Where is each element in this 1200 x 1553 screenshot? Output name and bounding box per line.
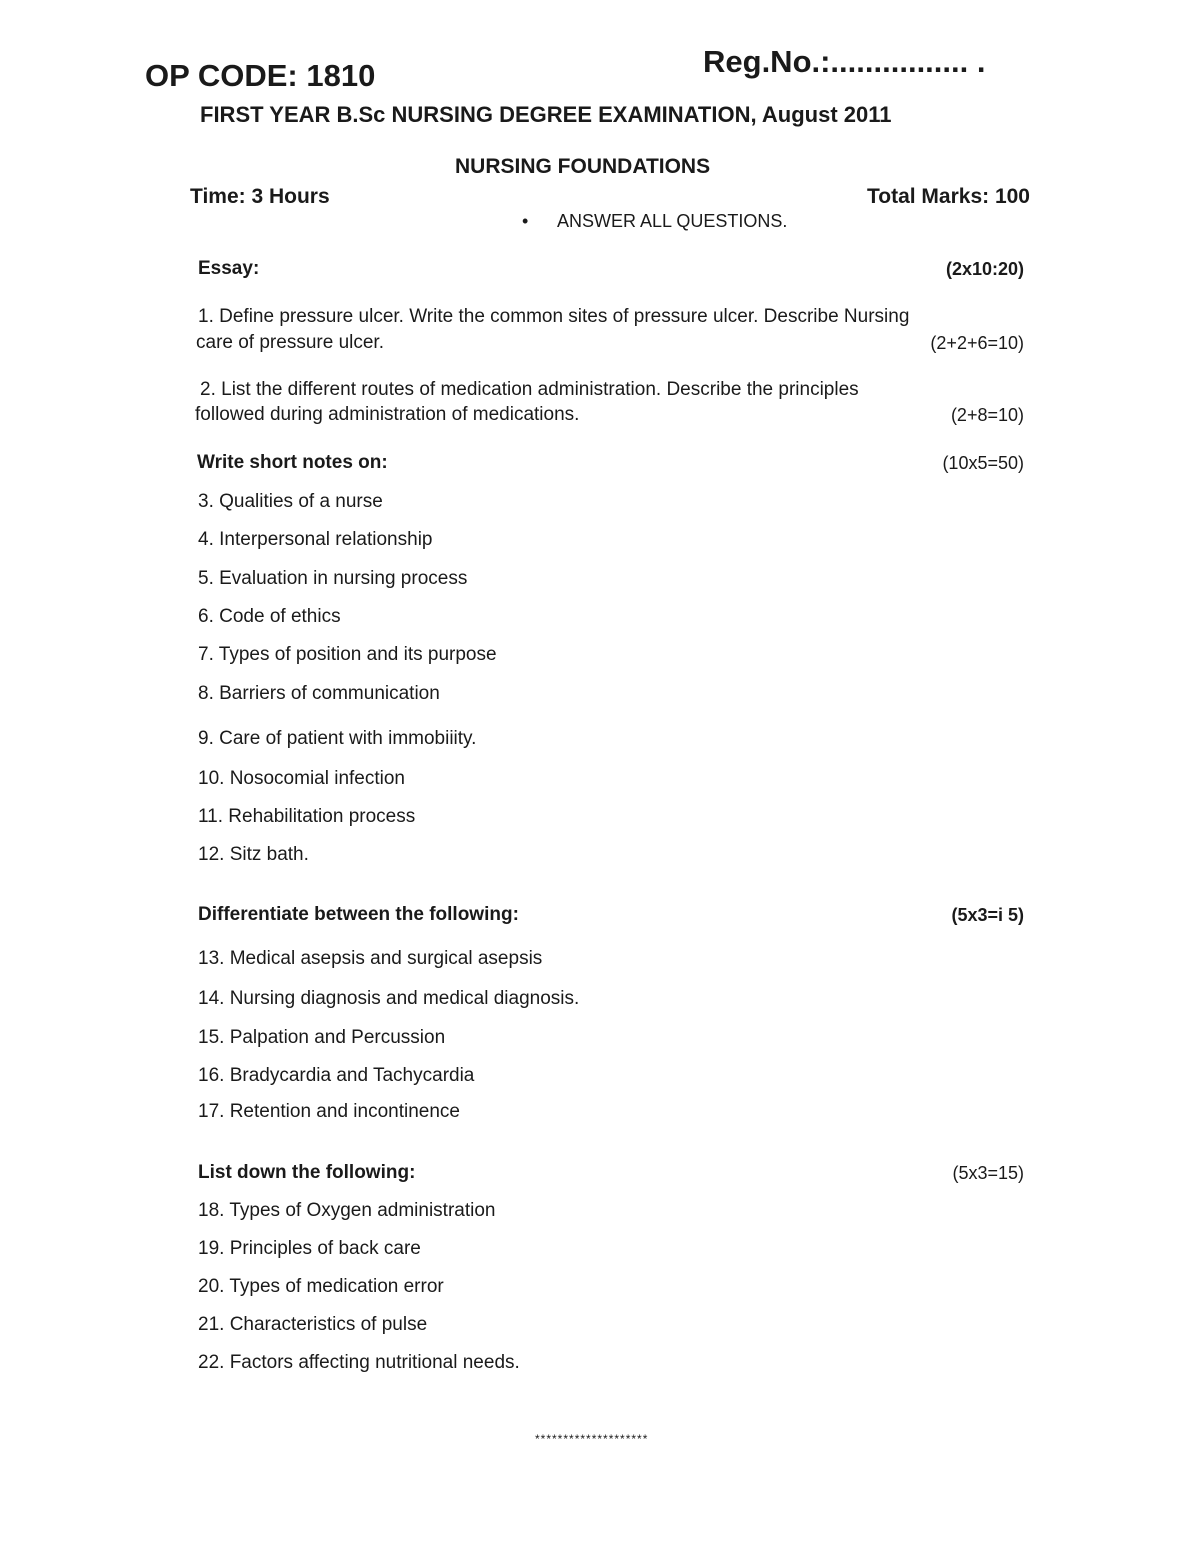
subject-title: NURSING FOUNDATIONS xyxy=(455,155,711,178)
list-down-item: 19. Principles of back care xyxy=(198,1238,421,1259)
differentiate-item: 13. Medical asepsis and surgical asepsis xyxy=(198,948,543,969)
list-down-item: 18. Types of Oxygen administration xyxy=(198,1200,496,1221)
short-note-item: 9. Care of patient with immobiiity. xyxy=(198,728,477,749)
differentiate-marks: (5x3=i 5) xyxy=(951,905,1024,925)
differentiate-item: 17. Retention and incontinence xyxy=(198,1101,460,1122)
short-notes-marks: (10x5=50) xyxy=(942,453,1024,473)
end-of-paper-stars: ******************** xyxy=(535,1432,649,1446)
essay-heading: Essay: xyxy=(198,258,260,279)
short-note-item: 6. Code of ethics xyxy=(198,606,341,627)
short-note-item: 8. Barriers of communication xyxy=(198,683,440,704)
differentiate-item: 16. Bradycardia and Tachycardia xyxy=(198,1065,475,1086)
essay-question-2-line-2: followed during administration of medications. xyxy=(195,404,580,425)
essay-question-1-line-2: care of pressure ulcer. xyxy=(196,332,384,353)
essay-question-2-marks: (2+8=10) xyxy=(950,405,1024,425)
short-note-item: 3. Qualities of a nurse xyxy=(198,491,383,512)
instruction-text: ANSWER ALL QUESTIONS. xyxy=(557,211,788,231)
bullet-icon: • xyxy=(522,211,529,231)
registration-number: Reg.No.:................ . xyxy=(703,44,986,79)
short-notes-heading: Write short notes on: xyxy=(197,452,388,473)
essay-marks: (2x10:20) xyxy=(945,259,1024,279)
essay-question-2-line-1: 2. List the different routes of medication administration. Describe the principles xyxy=(200,379,859,400)
short-note-item: 4. Interpersonal relationship xyxy=(198,529,433,550)
short-note-item: 10. Nosocomial infection xyxy=(198,768,405,789)
list-down-item: 20. Types of medication error xyxy=(198,1276,444,1297)
list-down-item: 21. Characteristics of pulse xyxy=(198,1314,428,1335)
differentiate-heading: Differentiate between the following: xyxy=(198,904,519,925)
list-down-heading: List down the following: xyxy=(198,1162,416,1183)
essay-question-1-marks: (2+2+6=10) xyxy=(930,333,1024,353)
differentiate-item: 15. Palpation and Percussion xyxy=(198,1027,446,1048)
short-note-item: 5. Evaluation in nursing process xyxy=(198,568,468,589)
op-code: OP CODE: 1810 xyxy=(145,58,376,93)
short-note-item: 12. Sitz bath. xyxy=(198,844,309,865)
essay-question-1-line-1: 1. Define pressure ulcer. Write the common sites of pressure ulcer. Describe Nursing xyxy=(198,306,910,327)
short-note-item: 11. Rehabilitation process xyxy=(198,806,416,827)
short-note-item: 7. Types of position and its purpose xyxy=(198,644,497,665)
total-marks: Total Marks: 100 xyxy=(866,185,1030,208)
list-down-item: 22. Factors affecting nutritional needs. xyxy=(198,1352,520,1373)
exam-title: FIRST YEAR B.Sc NURSING DEGREE EXAMINATION, August 2011 xyxy=(200,102,892,127)
instruction xyxy=(522,211,787,232)
exam-duration: Time: 3 Hours xyxy=(190,185,330,208)
list-down-marks: (5x3=15) xyxy=(952,1163,1024,1183)
differentiate-item: 14. Nursing diagnosis and medical diagnosis. xyxy=(198,988,580,1009)
